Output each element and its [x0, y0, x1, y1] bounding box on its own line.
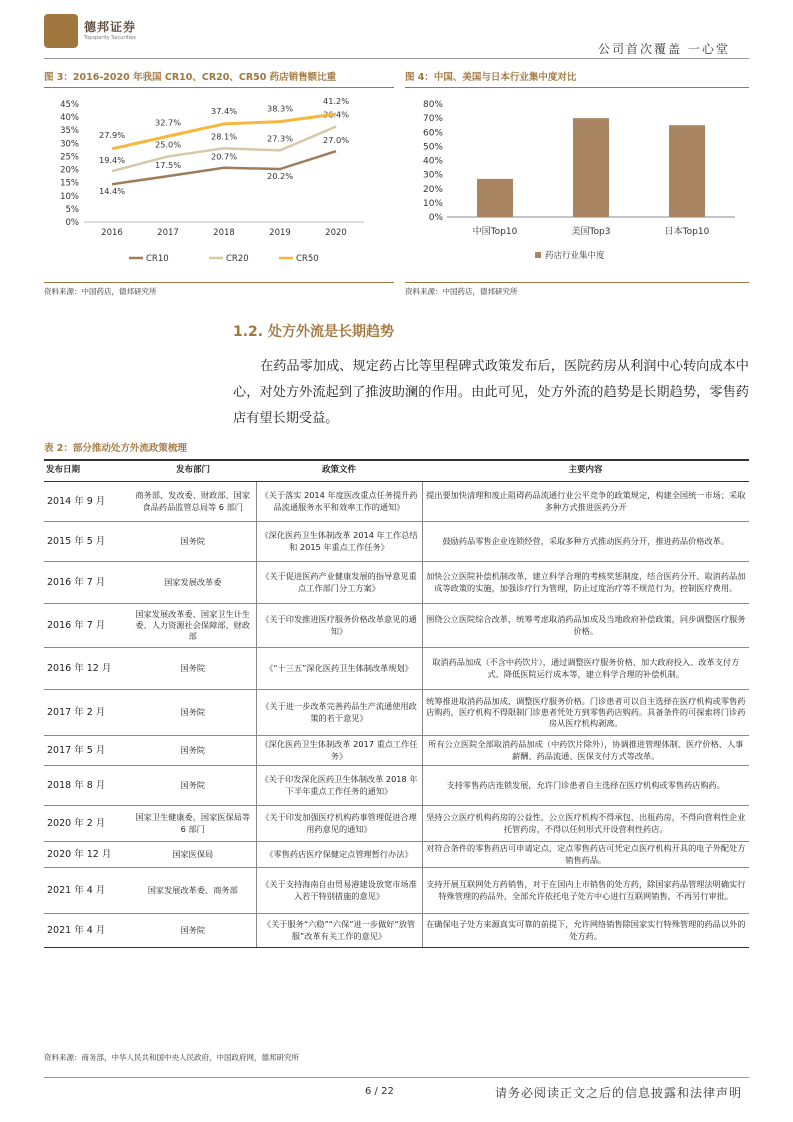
cell-doc: 《零售药店医疗保健定点管理暂行办法》 — [256, 842, 422, 868]
cell-content: 坚持公立医疗机构药房的公益性，公立医疗机构不得承包、出租药房，不得向营利性企业托管药房，不得以任何形式开设营利性药店。 — [422, 806, 749, 842]
cell-doc: 《深化医药卫生体制改革 2014 年工作总结和 2015 年重点工作任务》 — [256, 522, 422, 562]
cell-dept: 国家医保局 — [130, 842, 256, 868]
table-row — [44, 690, 749, 736]
footer-disclaimer: 请务必阅读正文之后的信息披露和法律声明 — [495, 1086, 743, 1100]
cell-content: 提出要加快清理和废止阻碍药品流通行业公平竞争的政策规定，构建全国统一市场；采取多种方式推进医药分开 — [422, 482, 749, 522]
data-label: 25.0% — [154, 139, 182, 150]
cell-doc: 《关于支持海南自由贸易港建设放宽市场准入若干特别措施的意见》 — [256, 868, 422, 914]
data-label: 27.9% — [98, 129, 126, 140]
table-row — [44, 806, 749, 842]
section-paragraph: 在药品零加成、规定药占比等里程碑式政策发布后，医院药房从利润中心转向成本中心，对处方外流起到了推波助澜的作用。由此可见，处方外流的趋势是长期趋势，零售药店有望长期受益。 — [233, 359, 749, 426]
table-row — [44, 766, 749, 806]
cell-content: 统筹推进取消药品加成、调整医疗服务价格。门诊患者可以自主选择在医疗机构或零售药店购药，医疗机构不得限制门诊患者凭处方到零售药店购药。具备条件的可探索将门诊药房从医疗机构剥离。 — [422, 690, 749, 736]
cell-doc: 《关于进一步改革完善药品生产流通使用政策的若干意见》 — [256, 690, 422, 736]
cell-doc: 《关于落实 2014 年度医改重点任务提升药品流通服务水平和效率工作的通知》 — [256, 482, 422, 522]
y-tick-label: 15% — [60, 178, 79, 189]
policy-table — [44, 459, 749, 948]
y-tick-label: 80% — [422, 100, 443, 110]
fig4-bottom-rule — [405, 282, 749, 283]
cell-doc: 《“十三五”深化医药卫生体制改革规划》 — [256, 648, 422, 690]
y-tick-label: 20% — [422, 184, 443, 195]
cell-dept: 国务院 — [130, 736, 256, 766]
y-tick-label: 35% — [60, 126, 79, 137]
table-row — [44, 868, 749, 914]
x-tick-label: 日本Top10 — [664, 227, 710, 237]
cell-date: 2020 年 12 月 — [44, 842, 130, 868]
cell-date: 2021 年 4 月 — [44, 914, 130, 948]
x-tick-label: 美国Top3 — [571, 227, 611, 237]
header-dept: 发布部门 — [130, 460, 256, 482]
data-label: 14.4% — [98, 186, 126, 197]
fig4-source: 资料来源：中国药店，德邦研究所 — [405, 287, 518, 296]
cell-content: 在确保电子处方来源真实可靠的前提下，允许网络销售除国家实行特殊管理的药品以外的处方药。 — [422, 914, 749, 948]
bar-chart — [405, 92, 749, 282]
cell-doc: 《关于促进医药产业健康发展的指导意见重点工作部门分工方案》 — [256, 562, 422, 604]
header-content: 主要内容 — [422, 460, 749, 482]
y-tick-label: 40% — [422, 156, 443, 167]
data-label: 27.0% — [322, 135, 350, 146]
y-tick-label: 25% — [60, 152, 79, 163]
legend-swatch — [535, 252, 541, 258]
y-tick-label: 5% — [65, 204, 79, 215]
y-tick-label: 30% — [422, 170, 443, 181]
table-title: 表 2：部分推动处方外流政策梳理 — [44, 443, 187, 454]
cell-doc: 《关于印发加强医疗机构药事管理促进合理用药意见的通知》 — [256, 806, 422, 842]
cell-dept: 国务院 — [130, 914, 256, 948]
cell-date: 2018 年 8 月 — [44, 766, 130, 806]
data-label: 36.4% — [322, 109, 350, 120]
cell-date: 2017 年 2 月 — [44, 690, 130, 736]
data-label: 17.5% — [154, 160, 182, 171]
cell-content: 加快公立医院补偿机制改革，建立科学合理的考核奖惩制度，结合医药分开、取消药品加成等政策的实施，加强诊疗行为管理，防止过度治疗等不规范行为，控制医疗费用。 — [422, 562, 749, 604]
cell-content: 对符合条件的零售药店可申请定点，定点零售药店可凭定点医疗机构开具的电子外配处方销售药品。 — [422, 842, 749, 868]
y-tick-label: 70% — [422, 114, 443, 125]
table-row — [44, 842, 749, 868]
fig3-bottom-rule — [44, 282, 394, 283]
data-label: 37.4% — [210, 105, 238, 116]
cell-dept: 国家发展改革委、商务部 — [130, 868, 256, 914]
header-doc: 政策文件 — [256, 460, 422, 482]
data-label: 20.2% — [266, 171, 294, 182]
y-tick-label: 40% — [60, 113, 79, 124]
cell-dept: 国务院 — [130, 648, 256, 690]
page-number: 6 / 22 — [365, 1086, 394, 1097]
data-label: 38.3% — [266, 103, 294, 114]
cell-dept: 国务院 — [130, 766, 256, 806]
table-source: 资料来源：商务部，中华人民共和国中央人民政府，中国政府网，德邦研究所 — [44, 1053, 299, 1062]
cell-dept: 国家发展改革委、国家卫生计生委、人力资源社会保障部、财政部 — [130, 604, 256, 648]
cell-dept: 国家卫生健康委，国家医保局等 6 部门 — [130, 806, 256, 842]
cell-doc: 《关于印发深化医药卫生体制改革 2018 年下半年重点工作任务的通知》 — [256, 766, 422, 806]
cell-date: 2016 年 12 月 — [44, 648, 130, 690]
cell-dept: 国务院 — [130, 522, 256, 562]
cell-doc: 《深化医药卫生体制改革 2017 重点工作任务》 — [256, 736, 422, 766]
cell-date: 2016 年 7 月 — [44, 604, 130, 648]
fig3-source: 资料来源：中国药店，德邦研究所 — [44, 287, 157, 296]
bar — [477, 179, 513, 217]
cell-date: 2020 年 2 月 — [44, 806, 130, 842]
table-row — [44, 914, 749, 948]
table-row — [44, 522, 749, 562]
cell-content: 所有公立医院全部取消药品加成（中药饮片除外），协调推进管理体制、医疗价格、人事薪酬、药品流通、医保支付方式等改革。 — [422, 736, 749, 766]
data-label: 19.4% — [98, 155, 126, 166]
cell-dept: 国务院 — [130, 690, 256, 736]
x-tick-label: 2019 — [269, 228, 291, 238]
header-date: 发布日期 — [44, 460, 130, 482]
table-row — [44, 648, 749, 690]
fig4-title: 图 4：中国、美国与日本行业集中度对比 — [405, 72, 577, 83]
y-tick-label: 10% — [422, 198, 443, 209]
x-tick-label: 2016 — [101, 228, 123, 238]
x-tick-label: 2018 — [213, 228, 235, 238]
x-tick-label: 2017 — [157, 228, 179, 238]
logo-subtitle: Topsperity Securities — [84, 35, 136, 41]
cell-content: 取消药品加成（不含中药饮片），通过调整医疗服务价格、加大政府投入、改革支付方式、降低医院运行成本等，建立科学合理的补偿机制。 — [422, 648, 749, 690]
data-label: 32.7% — [154, 117, 182, 128]
data-label: 41.2% — [322, 95, 350, 106]
fig3-rule — [44, 87, 394, 88]
cell-date: 2016 年 7 月 — [44, 562, 130, 604]
logo-name: 德邦证券 — [84, 20, 137, 34]
cell-content: 围绕公立医院综合改革，统筹考虑取消药品加成及当地政府补偿政策，同步调整医疗服务价格。 — [422, 604, 749, 648]
cell-content: 支持开展互联网处方药销售，对于在国内上市销售的处方药，除国家药品管理法明确实行特殊管理的药品外，全部允许依托电子处方中心进行互联网销售，不再另行审批。 — [422, 868, 749, 914]
table-body — [44, 482, 749, 948]
x-tick-label: 2020 — [325, 228, 347, 238]
table-row — [44, 562, 749, 604]
footer-divider — [44, 1077, 749, 1078]
cell-dept: 商务部、发改委、财政部、国家食品药品监管总局等 6 部门 — [130, 482, 256, 522]
data-label: 27.3% — [266, 133, 294, 144]
data-label: 20.7% — [210, 151, 238, 162]
table-header-row — [44, 460, 749, 482]
y-tick-label: 50% — [422, 142, 443, 153]
table-row — [44, 604, 749, 648]
legend-label: CR10 — [146, 254, 169, 264]
y-tick-label: 30% — [60, 139, 79, 150]
cell-doc: 《关于服务“六稳”“六保”进一步做好“放管服”改革有关工作的意见》 — [256, 914, 422, 948]
fig4-rule — [405, 87, 749, 88]
line-chart — [44, 92, 394, 282]
y-tick-label: 60% — [422, 128, 443, 139]
y-tick-label: 45% — [60, 100, 79, 110]
x-tick-label: 中国Top10 — [472, 227, 518, 237]
fig3-title: 图 3：2016-2020 年我国 CR10、CR20、CR50 药店销售额比重 — [44, 72, 337, 83]
table-row — [44, 482, 749, 522]
legend-label: CR50 — [296, 254, 319, 264]
company-logo-icon — [44, 14, 78, 48]
cell-date: 2021 年 4 月 — [44, 868, 130, 914]
bar — [573, 118, 609, 217]
data-label: 28.1% — [210, 131, 238, 142]
section-heading: 1.2. 处方外流是长期趋势 — [233, 324, 394, 340]
y-tick-label: 10% — [60, 191, 79, 202]
cell-doc: 《关于印发推进医疗服务价格改革意见的通知》 — [256, 604, 422, 648]
header-divider — [44, 58, 749, 59]
cell-dept: 国家发展改革委 — [130, 562, 256, 604]
bar — [669, 125, 705, 217]
cell-date: 2015 年 5 月 — [44, 522, 130, 562]
cell-content: 鼓励药品零售企业连锁经营，采取多种方式推动医药分开，推进药品价格改革。 — [422, 522, 749, 562]
y-tick-label: 20% — [60, 165, 79, 176]
cell-date: 2014 年 9 月 — [44, 482, 130, 522]
y-tick-label: 0% — [65, 218, 79, 228]
table-row — [44, 736, 749, 766]
legend-label: CR20 — [226, 254, 249, 264]
cell-date: 2017 年 5 月 — [44, 736, 130, 766]
cell-content: 支持零售药店连锁发展，允许门诊患者自主选择在医疗机构或零售药店购药。 — [422, 766, 749, 806]
report-title: 公司首次覆盖 一心堂 — [598, 42, 730, 56]
y-tick-label: 0% — [428, 213, 443, 223]
legend-label: 药店行业集中度 — [545, 251, 605, 261]
